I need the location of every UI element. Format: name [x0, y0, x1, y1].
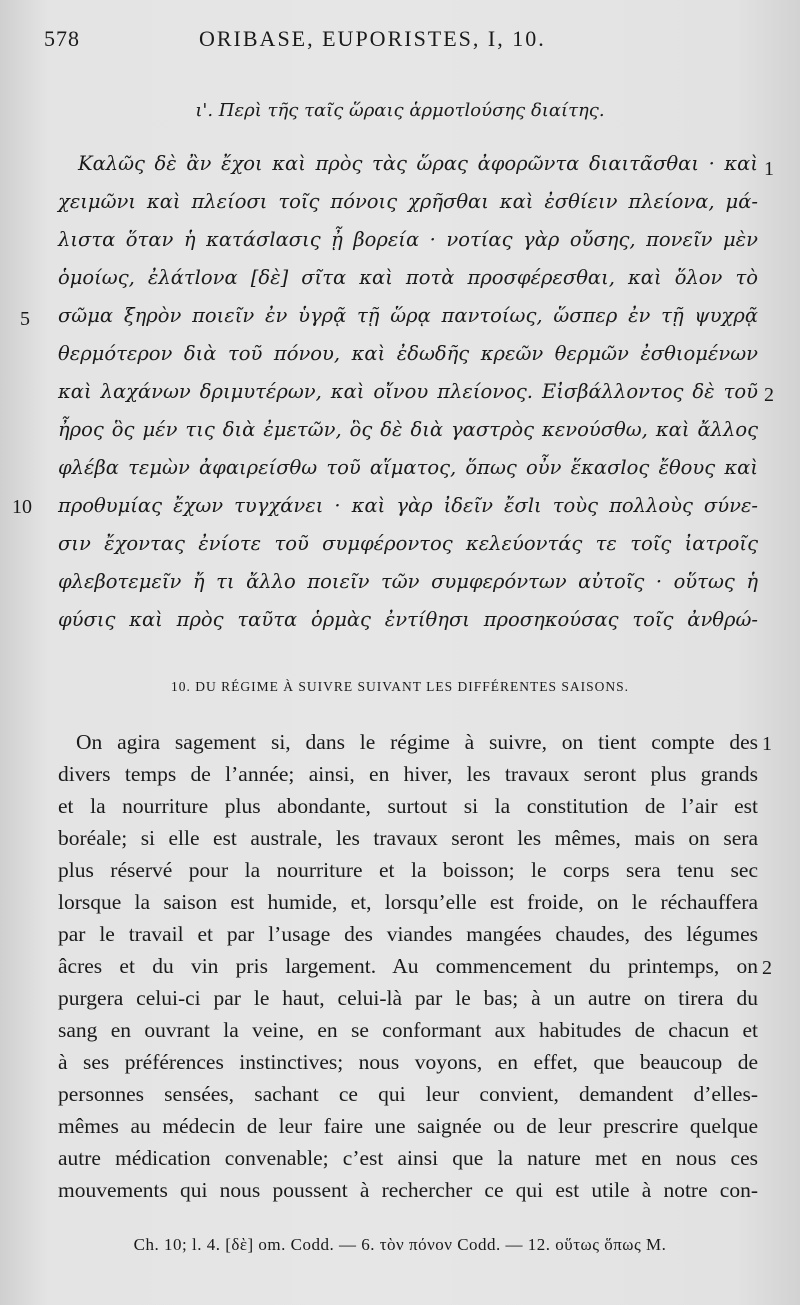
greek-line: σῶμα ξηρὸν ποιεῖν ἐν ὑγρᾷ τῇ ὥρᾳ παντοίως, ὥσπερ ἐν τῇ ψυχρᾷ	[58, 304, 758, 327]
french-line: plus réservé pour la nourriture et la boisson; le corps sera tenu sec	[58, 858, 758, 882]
french-line: lorsque la saison est humide, et, lorsqu’elle est froide, on le réchauffera	[58, 890, 758, 914]
greek-line: Καλῶς δὲ ἂν ἔχοι καὶ πρὸς τὰς ὥρας ἀφορῶντα διαιτᾶσθαι · καὶ	[78, 152, 758, 175]
paragraph-number: 1	[764, 158, 774, 180]
footnote-apparatus: Ch. 10; l. 4. [δὲ] om. Codd. — 6. τὸν πόνον Codd. — 12. οὕτως ὅπως M.	[133, 1235, 667, 1254]
french-line: boréale; si elle est australe, les travaux seront les mêmes, mais on sera	[58, 826, 758, 850]
french-line: On agira sagement si, dans le régime à suivre, on tient compte des	[76, 730, 758, 754]
running-head: ORIBASE, EUPORISTES, I, 10.	[199, 26, 546, 51]
greek-line: φλεβοτεμεῖν ἤ τι ἄλλο ποιεῖν τῶν συμφερόντων αὐτοῖς · οὕτως ἡ	[58, 570, 758, 593]
french-line: âcres et du vin pris largement. Au commencement du printemps, on	[58, 954, 758, 978]
greek-line: φλέβα τεμὼν ἀφαιρείσθω τοῦ αἵματος, ὅπως οὖν ἕκασlος ἔθους καὶ	[58, 456, 758, 479]
greek-line: χειμῶνι καὶ πλείοσι τοῖς πόνοις χρῆσθαι καὶ ἐσθίειν πλείονα, μά-	[58, 190, 758, 213]
line-number: 5	[20, 308, 30, 330]
french-line: purgera celui-ci par le haut, celui-là par le bas; à un autre on tirera du	[58, 986, 758, 1010]
paragraph-number: 2	[764, 384, 774, 406]
french-line: autre médication convenable; c’est ainsi que la nature met en nous ces	[58, 1146, 758, 1170]
greek-chapter-title: ι'. Περὶ τῆς ταῖς ὥραις ἁρμοτlούσης διαίτης.	[195, 100, 605, 121]
french-line: à ses préférences instinctives; nous voyons, en effet, que beaucoup de	[58, 1050, 758, 1074]
french-line: et la nourriture plus abondante, surtout si la constitution de l’air est	[58, 794, 758, 818]
greek-line: καὶ λαχάνων δριμυτέρων, καὶ οἴνου πλείονος. Εἰσβάλλοντος δὲ τοῦ	[58, 380, 758, 403]
french-line: mouvements qui nous poussent à rechercher ce qui est utile à notre con-	[58, 1178, 758, 1202]
greek-line: θερμότερον διὰ τοῦ πόνου, καὶ ἐδωδῆς κρεῶν θερμῶν ἐσθιομένων	[58, 342, 758, 365]
paragraph-number: 1	[762, 733, 772, 755]
french-line: mêmes au médecin de leur faire une saignée ou de leur prescrire quelque	[58, 1114, 758, 1138]
line-number: 10	[12, 496, 32, 518]
french-line: personnes sensées, sachant ce qui leur convient, demandent d’elles-	[58, 1082, 758, 1106]
french-line: sang en ouvrant la veine, en se conformant aux habitudes de chacun et	[58, 1018, 758, 1042]
page-number: 578	[44, 26, 80, 51]
greek-line: σιν ἔχοντας ἐνίοτε τοῦ συμφέροντος κελεύοντάς τε τοῖς ἰατροῖς	[58, 532, 758, 555]
greek-line: προθυμίας ἔχων τυγχάνει · καὶ γὰρ ἰδεῖν ἔσlι τοὺς πολλοὺς σύνε-	[58, 494, 758, 517]
page-header	[44, 26, 760, 60]
greek-line: ὁμοίως, ἐλάτlονα [δὲ] σῖτα καὶ ποτὰ προσφέρεσθαι, καὶ ὅλον τὸ	[58, 266, 758, 289]
french-line: divers temps de l’année; ainsi, en hiver, les travaux seront plus grands	[58, 762, 758, 786]
greek-line: φύσις καὶ πρὸς ταῦτα ὁρμὰς ἐντίθησι προσηκούσας τοῖς ἀνθρώ-	[58, 608, 758, 631]
french-line: par le travail et par l’usage des viandes mangées chaudes, des légumes	[58, 922, 758, 946]
greek-line: λιστα ὅταν ἡ κατάσlασις ᾖ βορεία · νοτίας γὰρ οὔσης, πονεῖν μὲν	[58, 228, 758, 251]
paragraph-number: 2	[762, 957, 772, 979]
greek-line: ἦρος ὃς μέν τις διὰ ἐμετῶν, ὃς δὲ διὰ γαστρὸς κενούσθω, καὶ ἄλλος	[58, 418, 758, 441]
french-section-title: 10. DU RÉGIME À SUIVRE SUIVANT LES DIFFÉRENTES SAISONS.	[170, 679, 630, 694]
